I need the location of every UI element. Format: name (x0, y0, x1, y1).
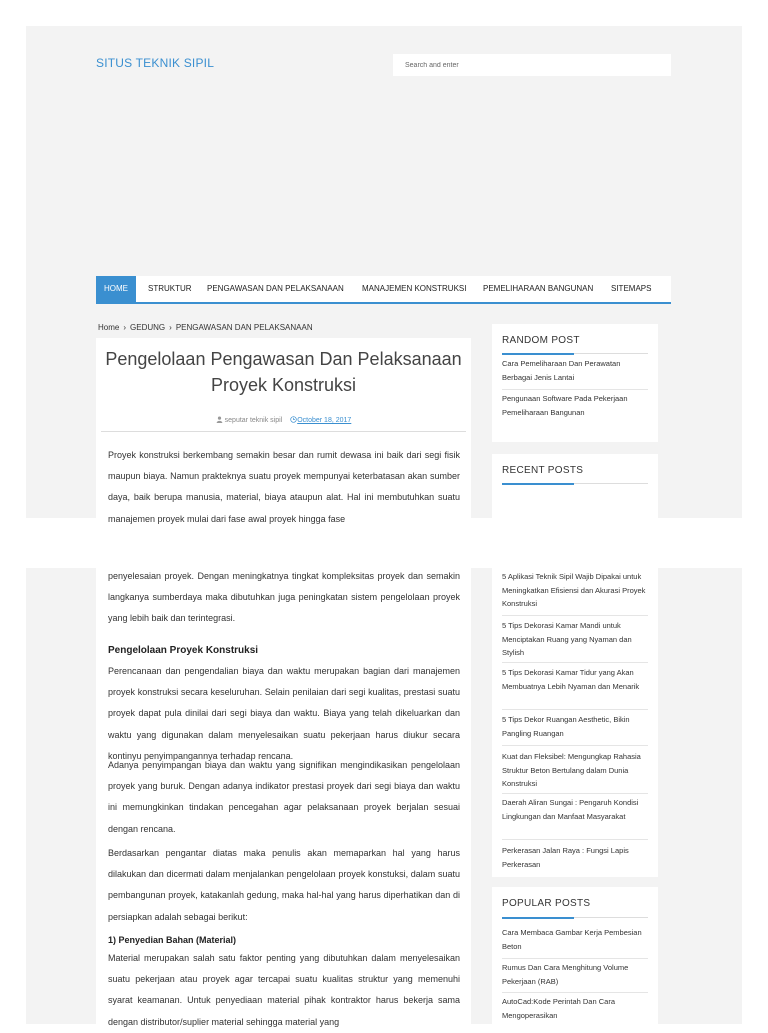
main-navigation (96, 276, 671, 304)
site-title[interactable]: SITUS TEKNIK SIPIL (96, 56, 215, 70)
article-title (96, 346, 471, 398)
recent-post-link[interactable]: 5 Tips Dekorasi Kamar Mandi untuk Menciptakan Ruang yang Nyaman dan Stylish (502, 621, 632, 657)
random-post-link[interactable]: Cara Pemeliharaan Dan Perawatan Berbagai Jenis Lantai (502, 359, 621, 382)
nav-item-pemeliharaan[interactable]: PEMELIHARAAN BANGUNAN (483, 284, 594, 293)
nav-item-pengawasan[interactable]: PENGAWASAN DAN PELAKSANAAN (207, 284, 344, 293)
article-intro-part1: Proyek konstruksi berkembang semakin besar dan rumit dewasa ini baik dari segi fisik maupun biaya. Namun prakteknya suatu proyek mempunyai keterbatasan akan sumber daya, baik berupa manusia, material, biaya ataupun alat. Hal ini membutuhkan suatu manajemen proyek mulai dari fase awal proyek hingga fase (108, 450, 460, 524)
widget-title-random-post: RANDOM POST (502, 335, 580, 346)
recent-post-link[interactable]: 5 Aplikasi Teknik Sipil Wajib Dipakai untuk Meningkatkan Efisiensi dan Akurasi Proyek Konstruksi (502, 572, 646, 608)
widget-title-underline (502, 353, 648, 354)
recent-post-link[interactable]: 5 Tips Dekor Ruangan Aesthetic, Bikin Pangling Ruangan (502, 715, 630, 738)
widget-title-popular-posts: POPULAR POSTS (502, 898, 591, 909)
widget-title-recent-posts: RECENT POSTS (502, 465, 584, 476)
subsection-heading: 1) Penyedian Bahan (Material) (108, 935, 237, 945)
breadcrumb-home[interactable]: Home (98, 323, 120, 332)
divider (502, 992, 648, 993)
page-slice-top (26, 26, 742, 524)
nav-item-manajemen[interactable]: MANAJEMEN KONSTRUKSI (362, 284, 467, 293)
article-intro-part2: penyelesaian proyek. Dengan meningkatnya tingkat kompleksitas proyek dan semakin langkanya sumberdaya maka dibutuhkan juga peningkatan sistem pengelolaan proyek yang lebih baik dan terintegrasi. (108, 571, 460, 624)
popular-post-link[interactable]: Rumus Dan Cara Menghitung Volume Pekerjaan (RAB) (502, 963, 629, 986)
article-paragraph: Adanya penyimpangan biaya dan waktu yang signifikan mengindikasikan pengelolaan proyek yang buruk. Dengan adanya indikator prestasi proyek dari segi biaya dan waktu ini memungkinkan tindakan pencegahan agar pelaksanaan proyek berjalan sesuai dengan rencana. (108, 760, 460, 834)
section-heading: Pengelolaan Proyek Konstruksi (108, 645, 259, 656)
random-post-link[interactable]: Pengunaan Software Pada Pekerjaan Pemeliharaan Bangunan (502, 394, 628, 417)
breadcrumb-separator: › (123, 323, 127, 332)
recent-post-link[interactable]: 5 Tips Dekorasi Kamar Tidur yang Akan Membuatnya Lebih Nyaman dan Menarik (502, 668, 640, 691)
article-paragraph: Perencanaan dan pengendalian biaya dan waktu merupakan bagian dari manajemen proyek konstruksi secara keseluruhan. Selain penilaian dari segi kualitas, prestasi suatu proyek dapat pula dinilai dari segi biaya dan waktu. Biaya yang telah dikeluarkan dan waktu yang digunakan dalam menyelesaikan suatu pekerjaan harus diukur secara kontinyu penyimpangannya terhadap rencana. (108, 666, 460, 761)
article-paragraph: Berdasarkan pengantar diatas maka penulis akan memaparkan hal yang harus dilakukan dan dicermati dalam menjalankan pengelolaan proyek konstuksi, dalam suatu pembangunan proyek, katakanlah gedung, maka hal-hal yang harus diperhatikan dan di persiapkan adalah sebagai berikut: (108, 848, 460, 922)
popular-post-link[interactable]: AutoCad:Kode Perintah Dan Cara Mengoperasikan (502, 997, 615, 1020)
widget-title-underline (502, 917, 648, 918)
breadcrumb-separator: › (169, 323, 172, 332)
breadcrumb-pengawasan[interactable]: PENGAWASAN DAN PELAKSANAAN (175, 323, 313, 332)
article-card (96, 338, 471, 538)
divider (502, 709, 648, 710)
widget-recent-posts (492, 568, 658, 877)
widget-popular-posts (492, 887, 658, 1024)
article-author[interactable]: seputar teknik sipil (224, 417, 283, 424)
nav-item-home[interactable]: HOME (96, 276, 136, 302)
search-input[interactable] (393, 54, 671, 76)
widget-recent-posts-header (492, 454, 658, 524)
nav-item-sitemaps[interactable]: SITEMAPS (611, 284, 652, 293)
recent-post-link[interactable]: Perkerasan Jalan Raya : Fungsi Lapis Perkerasan (502, 846, 629, 869)
nav-item-struktur[interactable]: STRUKTUR (148, 284, 192, 293)
divider (502, 745, 648, 746)
user-icon (216, 416, 223, 423)
article-title-line2: Proyek Konstruksi (210, 375, 357, 395)
popular-post-link[interactable]: Cara Membaca Gambar Kerja Pembesian Beton (502, 928, 642, 951)
article-paragraph: Material merupakan salah satu faktor penting yang dibutuhkan dalam menyelesaikan suatu pekerjaan atau proyek agar tercapai suatu kualitas struktur yang memenuhi syarat keamanan. Untuk penyediaan material pihak kontraktor harus bekerja sama dengan distributor/suplier material sehingga material yang (108, 953, 460, 1027)
divider (502, 615, 648, 616)
page-slice-bottom (26, 568, 742, 1027)
widget-random-post (492, 324, 658, 442)
widget-title-underline (502, 483, 648, 484)
divider (502, 662, 648, 663)
divider (502, 839, 648, 840)
article-title-line1: Pengelolaan Pengawasan Dan Pelaksanaan (105, 349, 462, 369)
article-meta (96, 416, 471, 424)
breadcrumb (96, 323, 315, 332)
recent-post-link[interactable]: Daerah Aliran Sungai : Pengaruh Kondisi Lingkungan dan Manfaat Masyarakat (502, 798, 639, 821)
article-date-text: October 18, 2017 (297, 417, 352, 424)
article-card-continued (96, 568, 471, 1027)
breadcrumb-gedung[interactable]: GEDUNG (130, 323, 166, 332)
divider (502, 389, 648, 390)
divider (502, 958, 648, 959)
divider (101, 431, 466, 432)
recent-post-link[interactable]: Kuat dan Fleksibel: Mengungkap Rahasia Struktur Beton Bertulang dalam Dunia Konstruksi (502, 752, 641, 788)
divider (502, 793, 648, 794)
article-date[interactable] (290, 417, 351, 424)
